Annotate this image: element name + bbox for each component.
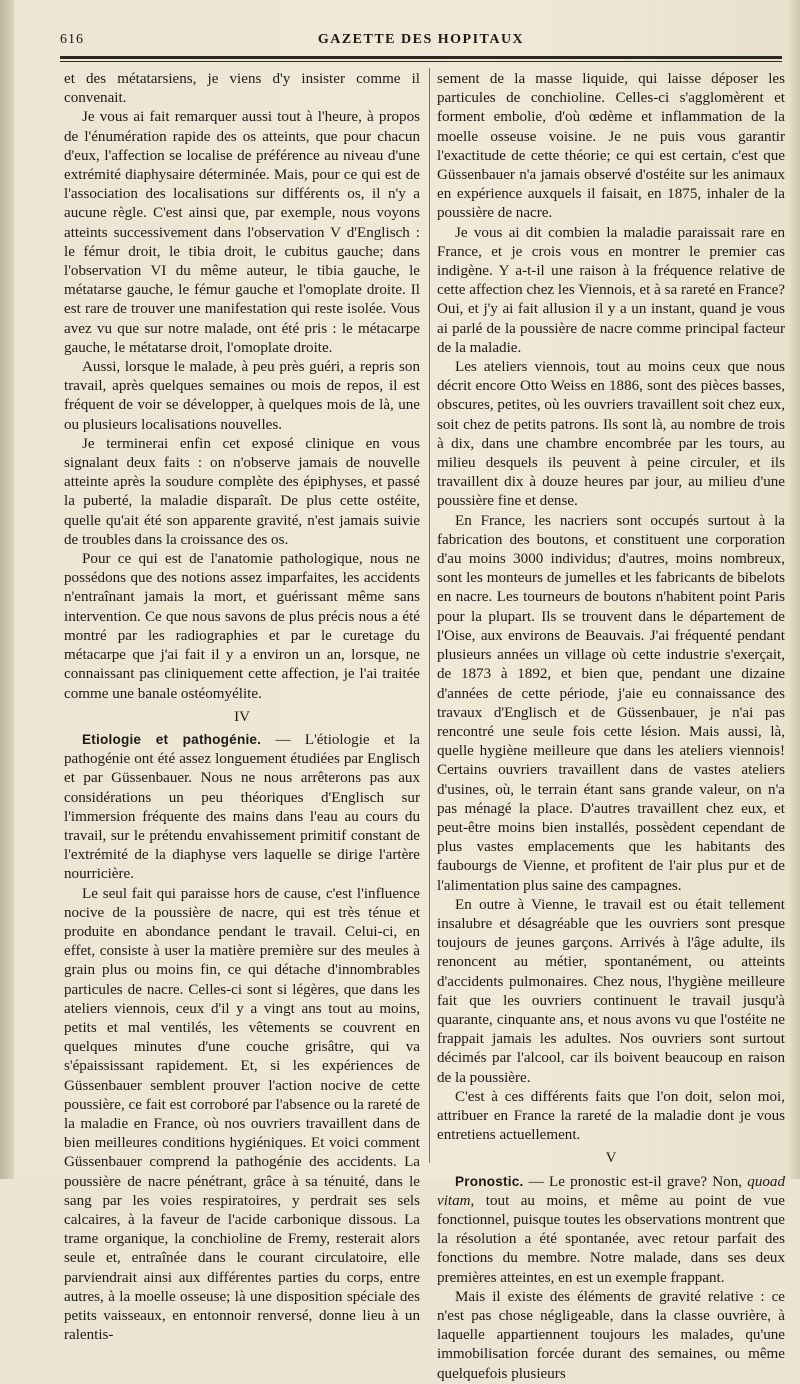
header-rule-thick — [60, 56, 782, 59]
paragraph: Le seul fait qui paraisse hors de cause, c'est l'influence nocive de la poussière de nacre, qui est très ténue et produite en abondance pendant le travail. Celui-ci, en effet, consiste à user la matière première sur des meules à grain plus ou moins fin, ce qui détache d'innombrables particules de nacre. Celles-ci sont si légères, que dans les ateliers viennois, ceux d'il y a vingt ans tout au moins, petits et mal ventilés, les vêtements se couvrent en quelques minutes d'une couche grisâtre, qui va s'épaississant rapidement. Et, si les expériences de Güssenbauer semblent prouver l'action nocive de cette poussière, ce fait est corroboré par l'absence ou la rareté de la maladie en France, où nos ouvriers travaillent dans de bien meilleures conditions hygiéniques. Et voici comment Güssenbauer comprend la pathogénie des accidents. La poussière de nacre pénétrant, grâce à sa ténuité, dans le sang par les voies respiratoires, y perdrait ses sels calcaires, à la faveur de l'acide carbonique dissous. La trame organique, la conchioline de Fremy, resterait alors seule et, entraînée dans le courant circulatoire, elle parviendrait ainsi aux différentes parties du corps, entre autres, à la moelle osseuse; là une disposition spéciale des petits vaisseaux, en entonnoir renversé, donne lieu à un ralentis- — [64, 885, 420, 1344]
paragraph-text: — Le pronostic est-il grave? Non, — [523, 1173, 748, 1190]
running-header — [60, 30, 782, 52]
paragraph: Je vous ai dit combien la maladie paraissait rare en France, et je crois vous en montrer le premier cas indigène. Y a-t-il une raison à la fréquence relative de cette affection chez les Viennois, et à sa rareté en France? Oui, et j'y ai fait allusion il y a un instant, quand je vous ai parlé de la poussière de nacre comme principal facteur de la maladie. — [437, 224, 785, 356]
column-divider — [429, 68, 430, 1163]
rubric-etiologie: Etiologie et pathogénie. — [82, 731, 262, 747]
paragraph: En France, les nacriers sont occupés surtout à la fabrication des boutons, et constituent une corporation d'au moins 3000 individus; d'autres, moins nombreux, sont les monteurs de jumelles et les fabricants de bibelots en nacre. Les tourneurs de boutons n'habitent point Paris pour la plupart. Ils se trouvent dans le département de l'Oise, aux environs de Beauvais. J'ai fréquenté pendant plusieurs années un village où cette industrie s'exerçait, de 1873 à 1892, et bien que, pendant une dizaine d'années de cette période, j'aie eu connaissance des travaux d'Englisch et de Güssenbauer, je n'ai pas rencontré une seule fois cette lésion. Mais aussi, là, quelle hygiène meilleure que dans les ateliers viennois! Certains ouvriers travaillent dans de vastes ateliers d'usines, où, le terrain étant sans grande valeur, on n'a pas ménagé la place. D'autres travaillent chez eux, et peut-être moins bien installés, possèdent cependant de plus vastes emplacements que les habitants des faubourgs de Vienne, et profitent de l'air plus pur et de l'alimentation plus saine des campagnes. — [437, 512, 785, 894]
right-column — [437, 70, 785, 1384]
paragraph: En outre à Vienne, le travail est ou était tellement insalubre et désagréable que les ouvriers sont presque toujours de jeunes garçons. Arrivés à l'âge adulte, ils renoncent au métier, spontanément, ou atteints d'accidents pulmonaires. Chez nous, l'hygiène meilleure fait que les ouvriers continuent le travail jusqu'à quarante, cinquante ans, et nous avons vu que l'ostéite ne frappait jamais les adultes. Nos ouvriers sont surtout décimés par l'alcool, car ils boivent beaucoup en raison de la poussière. — [437, 896, 785, 1086]
paragraph — [437, 1172, 785, 1288]
paragraph — [64, 730, 420, 885]
paragraph: Mais il existe des éléments de gravité relative : ce n'est pas chose négligeable, dans la classe ouvrière, à laquelle appartiennent toujours les malades, qu'une immobilisation forcée durant des semaines, ou même quelquefois plusieurs — [437, 1288, 785, 1382]
paragraph: Aussi, lorsque le malade, à peu près guéri, a repris son travail, après quelques semaines ou mois de repos, il est fréquent de voir se développer, à quelques mois de là, une ou plusieurs localisations nouvelles. — [64, 359, 420, 433]
paragraph: sement de la masse liquide, qui laisse déposer les particules de conchioline. Celles-ci s'agglomèrent et forment embolie, d'où œdème et inflammation de la moelle osseuse voisine. Je ne puis vous garantir l'exactitude de cette théorie; ce qui est certain, c'est que Güssenbauer n'a jamais observé d'ostéite sur les animaux en expérience auxquels il faisait, en 1875, inhaler de la poussière de nacre. — [437, 71, 785, 222]
page-binding-edge — [0, 0, 14, 1179]
header-rule-thin — [60, 61, 782, 62]
italic-phrase: quoad vitam — [437, 1173, 785, 1209]
left-column — [64, 70, 420, 1345]
rubric-pronostic: Pronostic. — [455, 1173, 524, 1189]
journal-title: GAZETTE DES HOPITAUX — [317, 32, 525, 47]
section-heading: IV — [234, 708, 250, 725]
page-number: 616 — [60, 32, 84, 47]
page-outer-edge — [790, 0, 800, 1179]
paragraph: Pour ce qui est de l'anatomie pathologique, nous ne possédons que des notions assez imparfaites, les accidents n'entraînant jamais la mort, et guérissant même sans intervention. Ce que nous savons de plus précis nous a été montré par les radiographies et par le curetage du métacarpe que j'ai fait il y a environ un an, lorsque, ne connaissant pas cliniquement cette affection, je l'ai traitée comme une banale ostéomyélite. — [64, 551, 420, 702]
section-heading: V — [605, 1150, 617, 1167]
paragraph-text: — L'étiologie et la pathogénie ont été assez longuement étudiées par Englisch et par Güssenbauer. Nous ne nous arrêterons pas aux considérations un peu théoriques d'Englisch sur l'immersion fréquente des mains dans l'eau au cours du travail, sur le prétendu envahissement primitif constant de l'extrémité de la diaphyse vers laquelle se dirige l'artère nourricière. — [64, 731, 420, 883]
paragraph: Les ateliers viennois, tout au moins ceux que nous décrit encore Otto Weiss en 1886, sont des pièces basses, obscures, petites, où les ouvriers travaillent soit chez eux, soit chez de petits patrons. Ils sont là, au nombre de trois à dix, dans une chambre encombrée par les tours, au milieu desquels ils peuvent à peine circuler, et ils travaillent dix à douze heures par jour, au milieu d'une poussière fine et dense. — [437, 359, 785, 510]
paragraph: C'est à ces différents faits que l'on doit, selon moi, attribuer en France la rareté de la maladie dont je vous entretiens actuellement. — [437, 1088, 785, 1144]
paragraph-text: , tout au moins, et même au point de vue fonctionnel, puisque toutes les observations montrent que la résolution a été spontanée, avec retour parfait des fonctions du membre. Notre malade, dans ses deux premières atteintes, en est un exemple frappant. — [437, 1192, 785, 1286]
paragraph: Je terminerai enfin cet exposé clinique en vous signalant deux faits : on n'observe jamais de nouvelle atteinte après la soudure complète des épiphyses, et passé la puberté, la maladie disparaît. De plus cette ostéite, quelle qu'ait été son apparente gravité, n'est jamais suivie de troubles dans la croissance des os. — [64, 435, 420, 548]
paragraph: et des métatarsiens, je viens d'y insister comme il convenait. — [64, 71, 420, 107]
paragraph: Je vous ai fait remarquer aussi tout à l'heure, à propos de l'énumération rapide des os atteints, que pour chacun d'eux, l'affection se localise de préférence au niveau d'une extrémité diaphysaire déterminée. Mais, pour ce qui est de l'association des localisations sur différents os, il n'y a aucune règle. C'est ainsi que, par exemple, nous voyons atteints successivement dans l'observation V d'Englisch : le fémur droit, le tibia droit, le cubitus gauche; dans l'observation VI du même auteur, le tibia gauche, le métatarse gauche, le fémur gauche et l'omoplate droite. Il est rare de trouver une manifestation qui reste isolée. Vous avez vu que sur notre malade, ont été pris : le métacarpe gauche, le métatarse droit, l'omoplate droite. — [64, 109, 420, 356]
